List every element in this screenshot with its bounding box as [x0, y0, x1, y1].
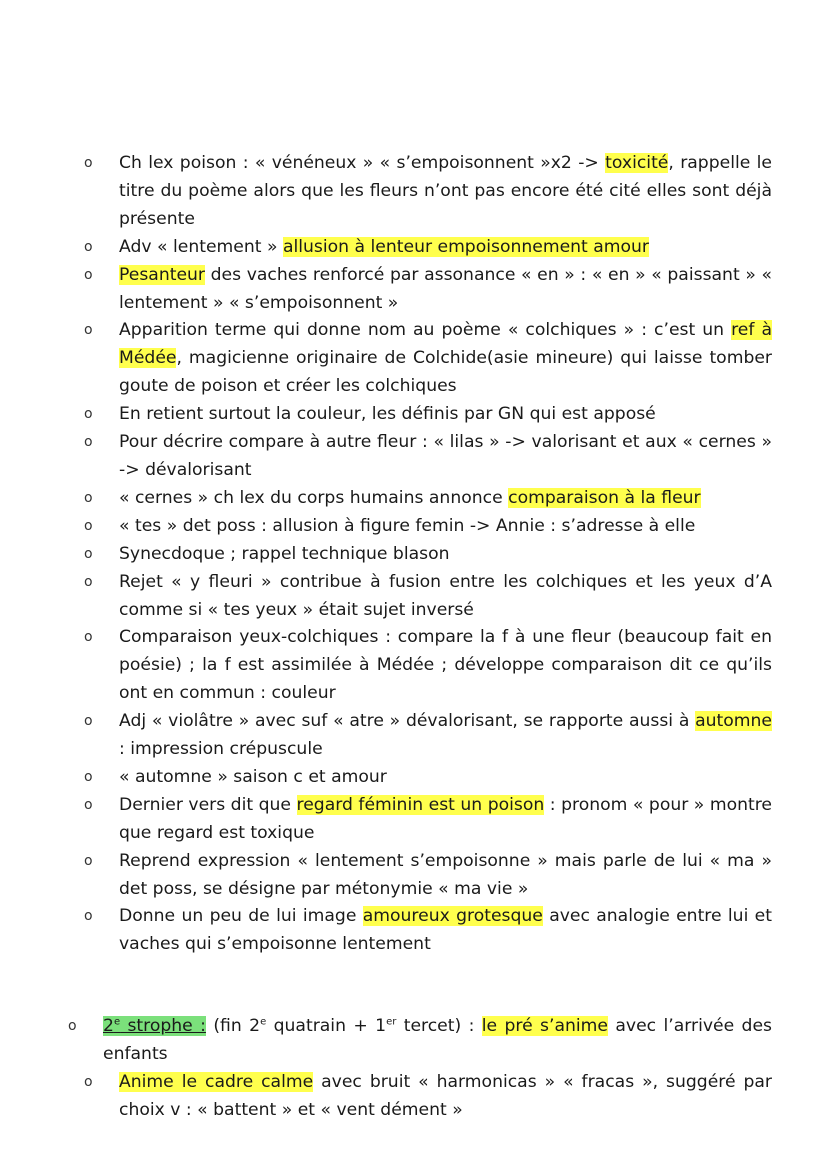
highlighted-text: Anime le cadre calme [119, 1072, 314, 1093]
highlighted-text: allusion à lenteur empoisonnement amour [282, 236, 650, 257]
list-item [0, 903, 772, 959]
list-item [0, 764, 772, 792]
bullet-icon: o [84, 852, 93, 869]
heading-ordinal: e [113, 1016, 121, 1028]
bullet-icon: o [84, 768, 93, 785]
ordinal-sup: e [260, 1016, 267, 1028]
highlighted-text: automne [695, 711, 772, 732]
bullet-icon: o [68, 1018, 77, 1035]
bullet-icon: o [84, 545, 93, 562]
item-text: Adv « lentement » [119, 236, 283, 257]
item-text: « cernes » ch lex du corps humains annonce [119, 487, 509, 508]
item-text: , rappelle le titre du poème alors que les fleurs n’ont pas encore été cité elles sont déjà présente [119, 153, 773, 229]
highlighted-text: amoureux grotesque [362, 906, 543, 927]
list-item [0, 513, 772, 541]
item-text: , magicienne originaire de Colchide(asie mineure) qui laisse tomber goute de poison et créer les colchiques [119, 348, 772, 397]
highlighted-text: toxicité [605, 153, 669, 173]
list-item [0, 569, 772, 625]
item-text: Rejet « y fleuri » contribue à fusion entre les colchiques et les yeux d’A comme si « tes yeux » était sujet inversé [119, 571, 772, 620]
bullet-icon: o [84, 489, 93, 506]
bullet-icon: o [84, 908, 93, 925]
item-text: avec analogie entre lui et vaches qui s’empoisonne lentement [119, 906, 772, 955]
bullet-icon: o [84, 238, 93, 255]
section-heading-item [0, 1013, 772, 1069]
item-text: « automne » saison c et amour [119, 766, 387, 787]
list-item [0, 624, 772, 708]
item-text: Comparaison yeux-colchiques : compare la f à une fleur (beaucoup fait en poésie) ; la f est assimilée à Médée ; développe comparaison dit ce qu’ils ont en commun : couleur [119, 627, 772, 704]
heading-text: quatrain + 1 [266, 1016, 387, 1037]
list-item [0, 401, 772, 429]
bullet-icon: o [84, 434, 93, 451]
list-item [0, 485, 772, 513]
item-text: Adj « violâtre » avec suf « atre » dévalorisant, se rapporte aussi à [119, 711, 696, 732]
heading-word: strophe : [120, 1016, 206, 1037]
list-item [0, 848, 772, 904]
item-text: des vaches renforcé par assonance « en » : « en » « paissant » « lentement » « s’empoisonnent » [119, 264, 772, 313]
bullet-icon: o [84, 517, 93, 534]
list-item [0, 429, 772, 485]
list-item [0, 1069, 772, 1125]
item-text: Reprend expression « lentement s’empoisonne » mais parle de lui « ma » det poss, se désigne par métonymie « ma vie » [119, 850, 772, 899]
item-text: Apparition terme qui donne nom au poème « colchiques » : c’est un [119, 320, 732, 341]
bullet-icon: o [84, 266, 93, 283]
item-text: Synecdoque ; rappel technique blason [119, 543, 450, 564]
bullet-icon: o [84, 1074, 93, 1091]
highlighted-text: le pré s’anime [481, 1016, 608, 1037]
list-item [0, 792, 772, 848]
section-heading [103, 1016, 206, 1036]
bullet-icon: o [84, 629, 93, 646]
highlighted-text: Pesanteur [119, 264, 205, 285]
list-item [0, 150, 772, 234]
item-text: « tes » det poss : allusion à figure femin -> Annie : s’adresse à elle [119, 515, 696, 536]
list-item [0, 541, 772, 569]
list-item [0, 708, 772, 764]
heading-text: avec l’arrivée des enfants [103, 1016, 772, 1065]
ordinal-sup: er [386, 1016, 397, 1028]
item-text: Pour décrire compare à autre fleur : « lilas » -> valorisant et aux « cernes » -> dévalorisant [119, 432, 772, 480]
heading-text: tercet) : [396, 1016, 482, 1037]
item-text: : pronom « pour » montre que regard est toxique [119, 794, 772, 843]
bullet-icon: o [84, 406, 93, 423]
highlighted-text: ref à Médée [119, 320, 772, 369]
notes-list [0, 150, 828, 1125]
item-text: Ch lex poison : « vénéneux » « s’empoisonnent »x2 -> [119, 153, 606, 173]
item-text: : impression crépuscule [119, 739, 323, 760]
highlighted-text: comparaison à la fleur [508, 487, 701, 508]
list-item [0, 317, 772, 401]
heading-text: (fin 2 [205, 1016, 261, 1037]
item-text: Dernier vers dit que [119, 794, 297, 815]
bullet-icon: o [84, 573, 93, 590]
list-item [0, 234, 772, 262]
item-text: Donne un peu de lui image [119, 906, 363, 927]
bullet-icon: o [84, 155, 93, 171]
heading-number: 2 [103, 1016, 114, 1037]
item-text: En retient surtout la couleur, les définis par GN qui est apposé [119, 404, 656, 425]
bullet-icon: o [84, 322, 93, 339]
item-text: avec bruit « harmonicas » « fracas », suggéré par choix v : « battent » et « vent dément » [119, 1072, 772, 1120]
bullet-icon: o [84, 713, 93, 730]
bullet-icon: o [84, 796, 93, 813]
highlighted-text: regard féminin est un poison [296, 794, 545, 815]
list-item [0, 262, 772, 318]
